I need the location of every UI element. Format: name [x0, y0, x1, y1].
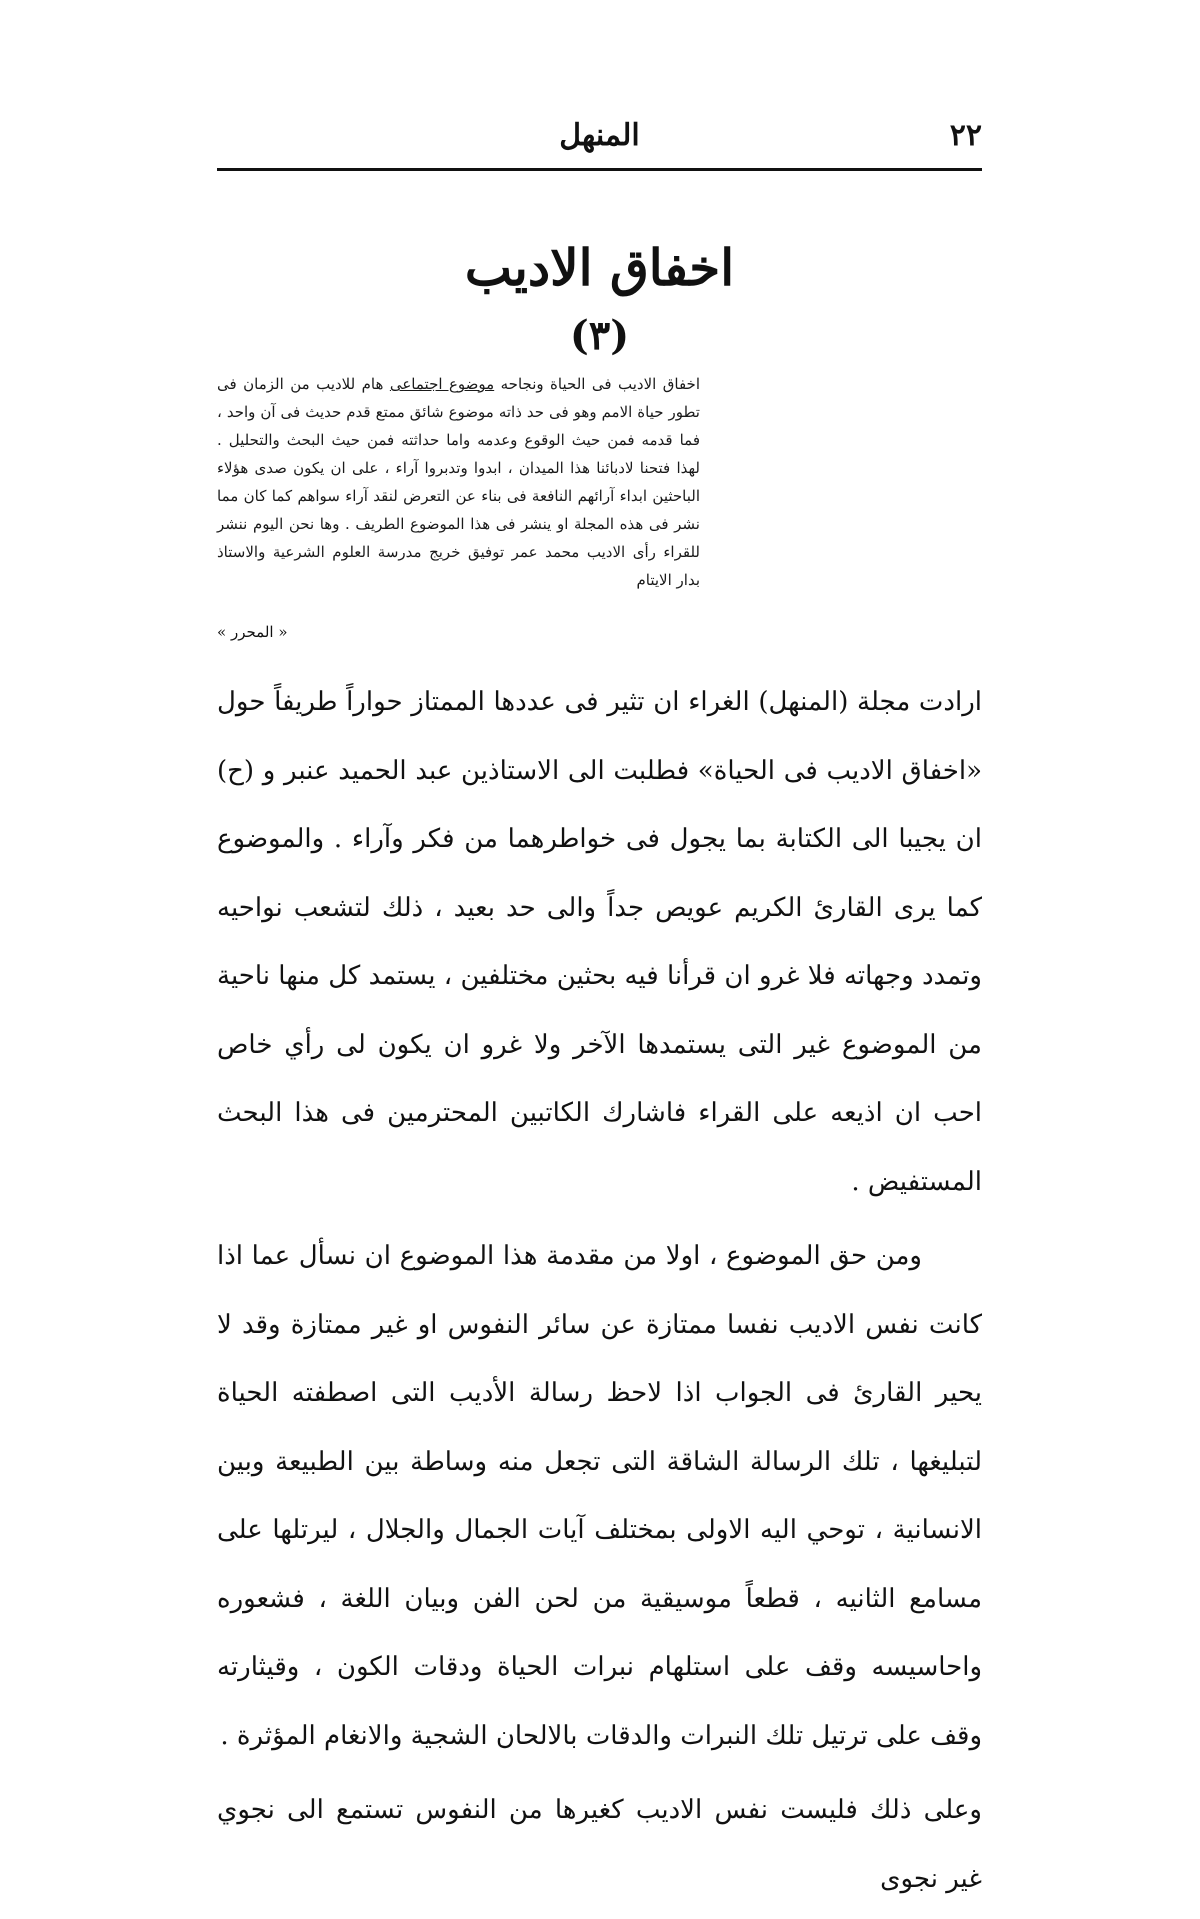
editor-note-underlined-phrase: موضوع اجتماعى [389, 375, 495, 393]
article-title: اخفاق الاديب [464, 238, 735, 297]
editor-note [217, 370, 700, 594]
editor-signature: « المحرر » [217, 623, 288, 641]
header-divider [217, 168, 982, 171]
editor-note-text-start: اخفاق الاديب فى الحياة ونجاحه [494, 375, 700, 393]
running-title: المنهل [559, 118, 640, 153]
article-body [217, 668, 982, 1919]
page-header [217, 112, 982, 162]
body-paragraph-1: ارادت مجلة (المنهل) الغراء ان تثير فى عددها الممتاز حواراً طريفاً حول «اخفاق الاديب فى الحياة» فطلبت الى الاستاذين عبد الحميد عنبر و (ح) ان يجيبا الى الكتابة بما يجول فى خواطرهما من فكر وآراء . والموضوع كما يرى القارئ الكريم عويص جداً والى حد بعيد ، ذلك لتشعب نواحيه وتمدد وجهاته فلا غرو ان قرأنا فيه بحثين مختلفين ، يستمد كل منها ناحية من الموضوع غير التى يستمدها الآخر ولا غرو ان يكون لى رأي خاص احب ان اذيعه على القراء فاشارك الكاتبين المحترمين فى هذا البحث المستفيض . [217, 687, 982, 1197]
body-paragraph-3: وعلى ذلك فليست نفس الاديب كغيرها من النفوس تستمع الى نجوي غير نجوى [217, 1795, 982, 1894]
page-number: ٢٢ [949, 118, 982, 153]
article-part-number: (٣) [569, 312, 630, 359]
body-paragraph-2: ومن حق الموضوع ، اولا من مقدمة هذا الموضوع ان نسأل عما اذا كانت نفس الاديب نفسا ممتازة عن سائر النفوس او غير ممتازة وقد لا يحير القارئ فى الجواب اذا لاحظ رسالة الأديب التى اصطفته الحياة لتبليغها ، تلك الرسالة الشاقة التى تجعل منه وساطة بين الطبيعة وبين الانسانية ، توحي اليه الاولى بمختلف آيات الجمال والجلال ، ليرتلها على مسامع الثانيه ، قطعاً موسيقية من لحن الفن وبيان اللغة ، فشعوره واحاسيسه وقف على استلهام نبرات الحياة ودقات الكون ، وقيثارته وقف على ترتيل تلك النبرات والدقات بالالحان الشجية والانغام المؤثرة . [217, 1241, 982, 1751]
editor-note-text-rest: هام للاديب من الزمان فى تطور حياة الامم وهو فى حد ذاته موضوع شائق ممتع قدم حديث فى آن واحد ، فما قدمه فمن حيث الوقوع وعدمه واما حداثته فمن حيث البحث والتحليل . لهذا فتحنا لادبائنا هذا الميدان ، ابدوا وتدبروا آراء ، على ان يكون صدى هؤلاء الباحثين ابداء آرائهم النافعة فى بناء عن التعرض لنقد آراء سواهم كما كان مما نشر فى هذه المجلة او ينشر فى هذا الموضوع الطريف . وها نحن اليوم ننشر للقراء رأى الاديب محمد عمر توفيق خريج مدرسة العلوم الشرعية والاستاذ بدار الايتام [217, 375, 700, 589]
